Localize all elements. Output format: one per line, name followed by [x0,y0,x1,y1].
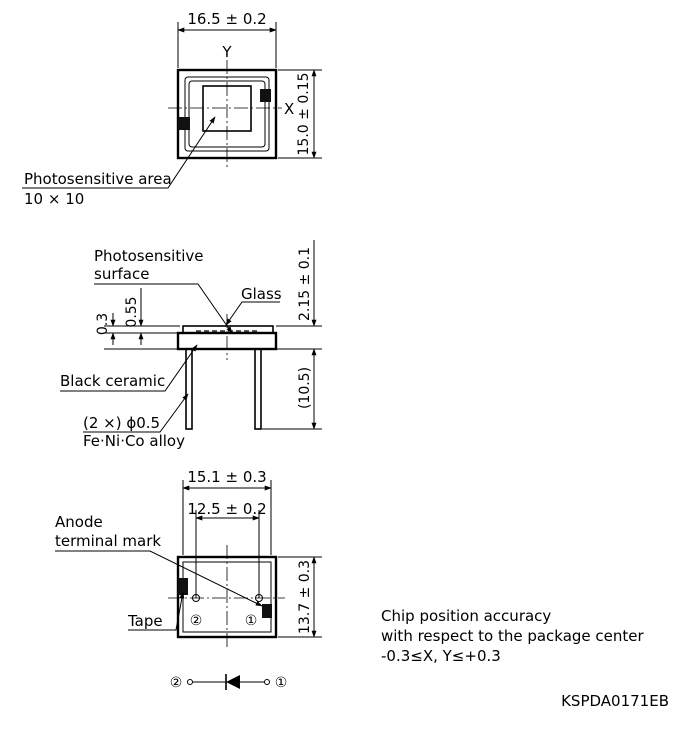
lead-right [255,349,261,429]
symbol-pin-1: ① [274,675,288,691]
electrode-pad-right [260,89,271,102]
bottom-pin-2-number: ② [189,613,203,629]
note-line-3: -0.3≤X, Y≤+0.3 [381,647,501,665]
lead-length-dimension: (10.5) [297,366,313,410]
dimension-0-3: 0.3 [95,312,111,336]
bottom-view [55,468,322,648]
bottom-width-dimension: 15.1 ± 0.3 [187,468,267,486]
top-width-dimension: 16.5 ± 0.2 [187,10,267,28]
bottom-height-dimension: 13.7 ± 0.3 [297,559,313,635]
anode-terminal-mark [262,604,272,618]
lead-spec-label: (2 ×) ϕ0.5 [83,414,161,432]
tape-label: Tape [128,612,163,630]
anode-label-line1: Anode [55,513,103,531]
lead-left [186,349,192,429]
dimension-0-55: 0.55 [124,296,140,328]
photosensitive-area-label: Photosensitive area [24,170,172,188]
black-ceramic-label: Black ceramic [60,372,166,390]
diode-triangle [226,675,240,689]
glass-label: Glass [241,285,282,303]
lead-pitch-dimension: 12.5 ± 0.2 [187,500,267,518]
electrode-pad-left [178,117,190,130]
lead-material-label: Fe·Ni·Co alloy [83,432,185,450]
symbol-pin-2: ② [169,675,183,691]
photosensitive-area-size: 10 × 10 [24,190,85,208]
axis-y-label: Y [222,43,232,61]
side-view [60,240,322,450]
drawing-code: KSPDA0171EB [561,692,669,710]
note-line-2: with respect to the package center [381,627,644,645]
package-height-dimension: 2.15 ± 0.1 [297,246,313,322]
top-view [22,10,322,208]
photosensitive-surface-label-line2: surface [94,265,150,283]
anode-label-line2: terminal mark [55,532,162,550]
bottom-pin-1-number: ① [244,613,258,629]
note-line-1: Chip position accuracy [381,607,552,625]
diode-symbol [170,674,288,691]
photosensitive-surface-label-line1: Photosensitive [94,247,204,265]
top-height-dimension: 15.0 ± 0.15 [296,72,312,156]
notes [381,607,669,710]
axis-x-label: X [284,100,295,118]
